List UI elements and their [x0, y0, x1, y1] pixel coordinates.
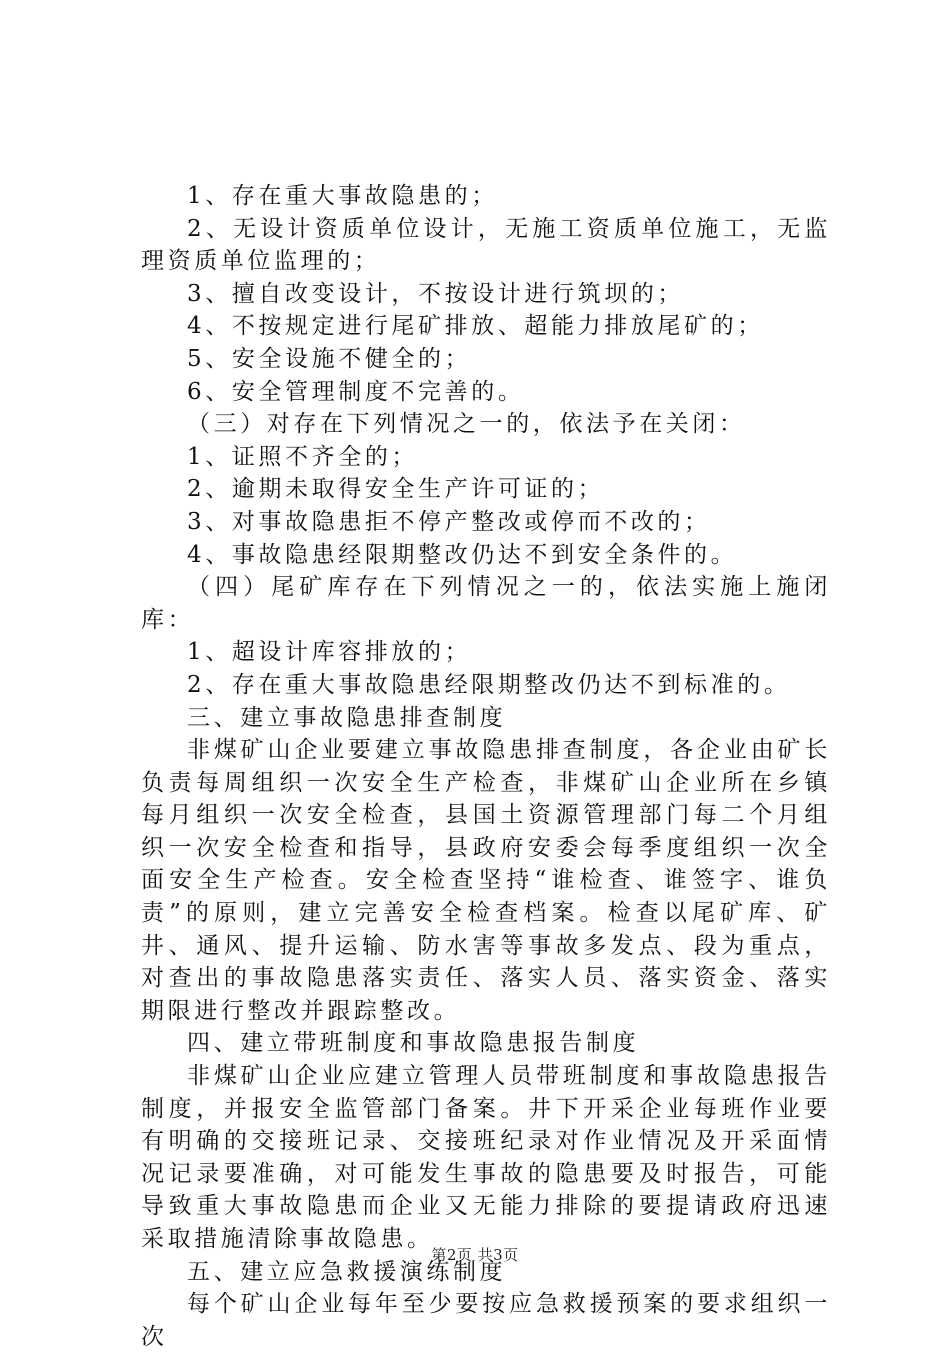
section-heading: （四）尾矿库存在下列情况之一的，依法实施上施闭库：: [141, 574, 831, 633]
body-paragraph: 每个矿山企业每年至少要按应急救援预案的要求组织一次: [141, 1291, 831, 1350]
section-heading: 三、建立事故隐患排查制度: [187, 704, 507, 731]
list-item: 4、不按规定进行尾矿排放、超能力排放尾矿的；: [187, 313, 764, 340]
page-number: 第2页 共3页: [431, 1246, 519, 1264]
list-item: 2、逾期未取得安全生产许可证的；: [187, 476, 605, 503]
list-item: 1、存在重大事故隐患的；: [187, 183, 498, 209]
list-item: 4、事故隐患经限期整改仍达不到安全条件的。: [187, 541, 738, 568]
section-heading: 五、建立应急救援演练制度: [187, 1258, 507, 1285]
list-item: 3、擅自改变设计，不按设计进行筑坝的；: [187, 280, 685, 307]
list-item: 1、超设计库容排放的；: [187, 639, 472, 666]
list-item: 2、存在重大事故隐患经限期整改仍达不到标准的。: [187, 671, 791, 698]
list-item: 6、安全管理制度不完善的。: [187, 378, 525, 405]
body-paragraph: 非煤矿山企业要建立事故隐患排查制度，各企业由矿长负责每周组织一次安全生产检查，非煤矿山企业所在乡镇每月组织一次安全检查，县国土资源管理部门每二个月组织一次安全检查和指导，县政府安委会每季度组织一次全面安全生产检查。安全检查坚持“谁检查、谁签字、谁负责”的原则，建立完善安全检查档案。检查以尾矿库、矿井、通风、提升运输、防水害等事故多发点、段为重点，对查出的事故隐患落实责任、落实人员、落实资金、落实期限进行整改并跟踪整改。: [141, 737, 831, 1024]
list-item: 2、无设计资质单位设计，无施工资质单位施工，无监理资质单位监理的；: [141, 215, 831, 275]
list-item: 1、证照不齐全的；: [187, 443, 419, 470]
document-body: [141, 180, 831, 1353]
body-paragraph: 非煤矿山企业应建立管理人员带班制度和事故隐患报告制度，并报安全监管部门备案。井下开采企业每班作业要有明确的交接班记录、交接班纪录对作业情况及开采面情况记录要准确，对可能发生事故的隐患要及时报告，可能导致重大事故隐患而企业又无能力排除的要提请政府迅速采取措施清除事故隐患。: [141, 1063, 831, 1252]
section-heading: 四、建立带班制度和事故隐患报告制度: [187, 1030, 640, 1057]
section-heading: （三）对存在下列情况之一的，依法予在关闭：: [187, 411, 746, 438]
list-item: 3、对事故隐患拒不停产整改或停而不改的；: [187, 508, 711, 535]
list-item: 5、安全设施不健全的；: [187, 345, 472, 372]
